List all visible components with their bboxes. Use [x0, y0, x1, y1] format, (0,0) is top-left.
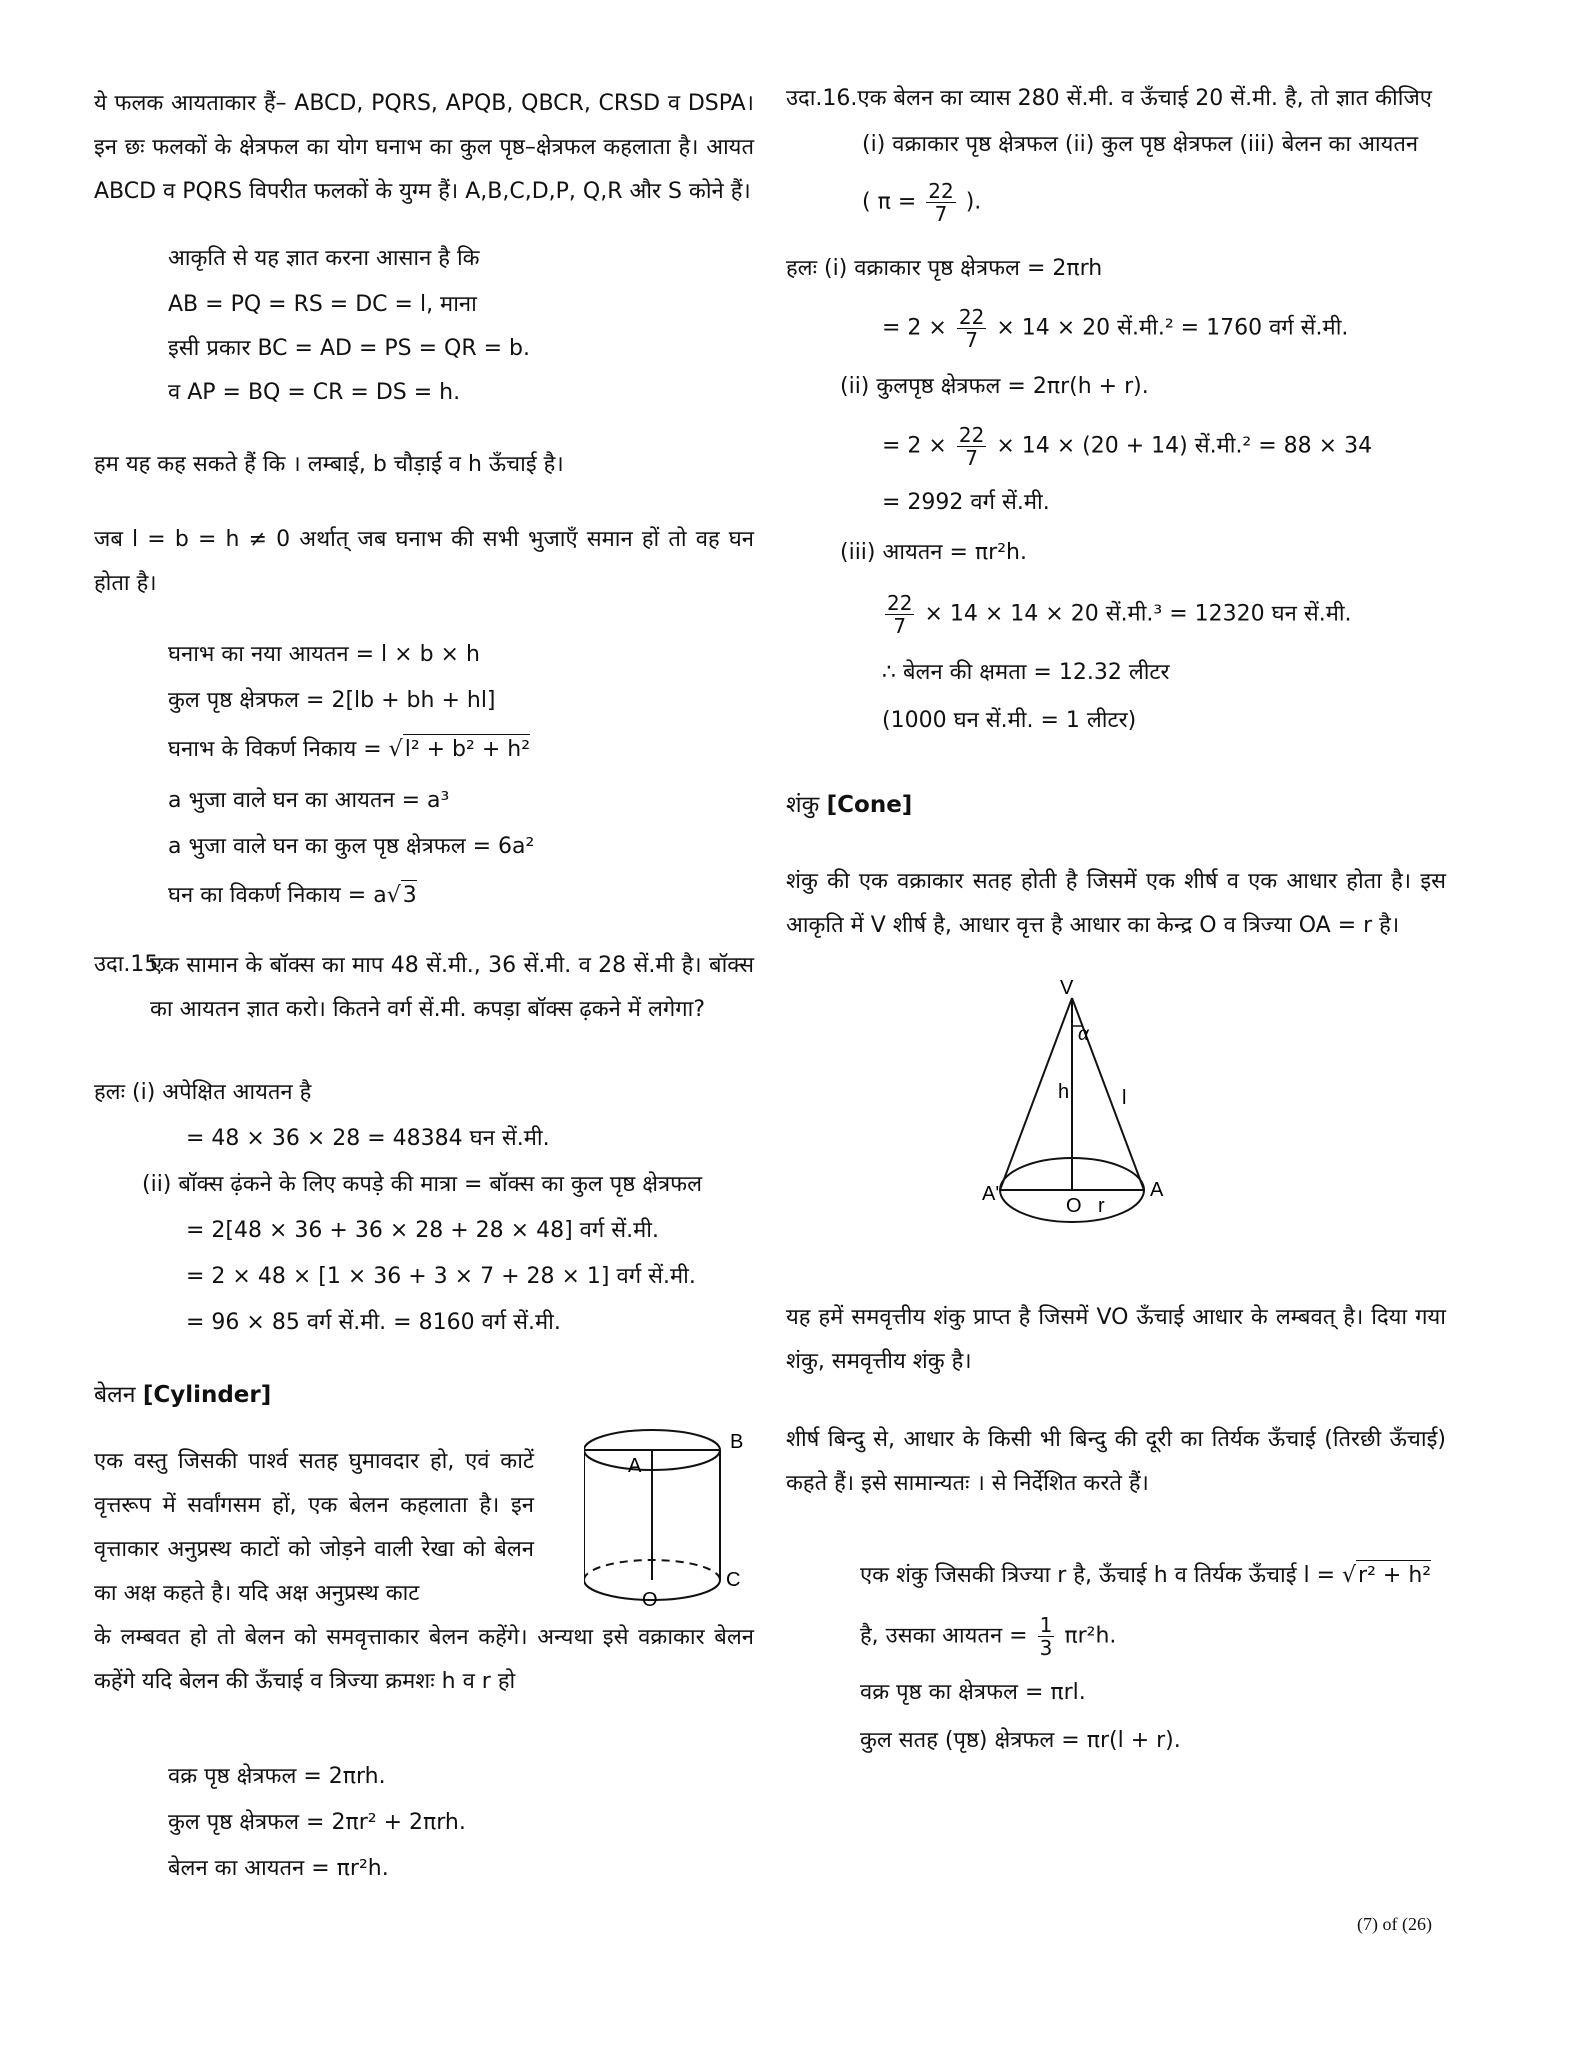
solution-15-line-6: = 96 × 85 वर्ग सें.मी. = 8160 वर्ग सें.मी.: [186, 1310, 561, 1335]
cylinder-heading: [94, 1380, 271, 1410]
solution-16-line-2-suffix: × 14 × 20 सें.मी.² = 1760 वर्ग सें.मी.: [996, 315, 1349, 341]
cylinder-label-o: O: [642, 1589, 658, 1610]
cylinder-label-c: C: [726, 1569, 741, 1591]
cylinder-label-a: A: [628, 1455, 642, 1477]
fraction-denominator: 7: [893, 614, 907, 638]
cone-label-r: r: [1098, 1195, 1105, 1217]
example-16-pi-prefix: ( π =: [862, 189, 917, 215]
example-16-pi: [862, 180, 981, 225]
cylinder-formula-2: कुल पृष्ठ क्षेत्रफल = 2πr² + 2πrh.: [168, 1810, 466, 1835]
cylinder-figure: [584, 1420, 754, 1610]
solution-16-line-2-fraction: [957, 306, 986, 351]
fraction-numerator: 22: [958, 423, 985, 447]
cone-label-o: O: [1066, 1195, 1082, 1217]
cylinder-heading-english: [Cylinder]: [142, 1382, 272, 1408]
formula-cube-diagonal-root: 3: [401, 880, 417, 911]
solution-16-line-4: [882, 424, 1372, 469]
example-16-line-1: उदा.16.एक बेलन का व्यास 280 सें.मी. व ऊँचाई 20 सें.मी. है, तो ज्ञात कीजिए: [786, 86, 1432, 111]
solution-16-line-4-prefix: = 2 ×: [882, 433, 947, 459]
fraction-numerator: 22: [958, 305, 985, 329]
cone-paragraph-2: यह हमें समवृत्तीय शंकु प्राप्त है जिसमें VO ऊँचाई आधार के लम्बवत् है। दिया गया शंकु, समवृत्तीय शंकु है।: [786, 1305, 1446, 1374]
formula-diagonal: घनाभ के विकर्ण निकाय = √l² + b² + h²: [168, 734, 530, 765]
formula-diagonal-label: घनाभ के विकर्ण निकाय =: [168, 737, 382, 762]
solution-15-line-2: = 48 × 36 × 28 = 48384 घन सें.मी.: [186, 1126, 550, 1151]
cone-label-h: h: [1058, 1081, 1070, 1103]
solution-15-line-5: = 2 × 48 × [1 × 36 + 3 × 7 + 28 × 1] वर्ग सें.मी.: [186, 1264, 696, 1289]
cone-label-v: V: [1060, 980, 1074, 999]
cone-label-a-prime: A': [982, 1183, 1000, 1205]
cone-fraction-numerator: 1: [1039, 1613, 1053, 1637]
cone-label-a: A: [1150, 1179, 1164, 1201]
example-16-pi-suffix: ).: [965, 189, 982, 215]
formula-diagonal-expr: l² + b² + h²: [403, 734, 530, 765]
cone-figure: [982, 980, 1242, 1240]
pi-numerator: 22: [928, 179, 954, 203]
solution-16-line-6: (iii) आयतन = πr²h.: [840, 540, 1027, 565]
cylinder-formula-1: वक्र पृष्ठ क्षेत्रफल = 2πrh.: [168, 1764, 386, 1789]
cone-paragraph: शंकु की एक वक्राकार सतह होती है जिसमें एक शीर्ष व एक आधार होता है। इस आकृति में V शीर्ष है, आधार वृत्त है आधार का केन्द्र O व त्रिज्या OA = r है।: [786, 869, 1446, 938]
cone-formula-2-fraction: [1038, 1614, 1055, 1659]
cylinder-paragraph: एक वस्तु जिसकी पार्श्व सतह घुमावदार हो, एवं काटें वृत्तरूप में सर्वांगसम हों, एक बेलन कहलाता है। इन वृत्ताकार अनुप्रस्थ काटों को जोड़ने वाली रेखा को बेलन का अक्ष कहते है। यदि अक्ष अनुप्रस्थ काट: [94, 1449, 534, 1606]
example-16-line-2: (i) वक्राकार पृष्ठ क्षेत्रफल (ii) कुल पृष्ठ क्षेत्रफल (iii) बेलन का आयतन: [862, 132, 1419, 157]
fraction-numerator: 22: [887, 591, 913, 615]
cone-formula-1: एक शंकु जिसकी त्रिज्या r है, ऊँचाई h व तिर्यक ऊँचाई l = √r² + h²: [860, 1560, 1431, 1591]
solution-16-line-8: ∴ बेलन की क्षमता = 12.32 लीटर: [882, 660, 1170, 685]
formula-cube-diagonal: घन का विकर्ण निकाय = a√3: [168, 880, 417, 911]
intro-paragraph: ये फलक आयताकार हैं– ABCD, PQRS, APQB, QBCR, CRSD व DSPA। इन छः फलकों के क्षेत्रफल का योग घनाभ का कुल पृष्ठ–क्षेत्रफल कहलाता है। आयत ABCD व PQRS विपरीत फलकों के युग्म हैं। A,B,C,D,P, Q,R और S कोने हैं।: [94, 91, 754, 204]
cone-heading-english: [Cone]: [826, 792, 913, 818]
page-number: (7) of (26): [1357, 1914, 1432, 1934]
cone-label-l: l: [1122, 1087, 1127, 1109]
fig-line-4: व AP = BQ = CR = DS = h.: [168, 380, 461, 405]
solution-15-line-4: = 2[48 × 36 + 36 × 28 + 28 × 48] वर्ग सें.मी.: [186, 1218, 659, 1243]
cube-condition: जब l = b = h ≠ 0 अर्थात् जब घनाभ की सभी भुजाएँ समान हों तो वह घन होता है।: [94, 527, 754, 596]
cone-formula-4: कुल सतह (पृष्ठ) क्षेत्रफल = πr(l + r).: [860, 1728, 1181, 1753]
example-16-pi-fraction: [926, 180, 955, 225]
fig-line-2: AB = PQ = RS = DC = l, माना: [168, 292, 477, 317]
cone-heading: [786, 790, 912, 820]
solution-16-line-7-fraction: [885, 592, 914, 637]
example-15-text: एक सामान के बॉक्स का माप 48 सें.मी., 36 सें.मी. व 28 सें.मी है। बॉक्स का आयतन ज्ञात करो। कितने वर्ग सें.मी. कपड़ा बॉक्स ढ़कने में लगेगा?: [150, 953, 754, 1022]
cone-heading-hindi: शंकु: [786, 792, 820, 818]
fraction-denominator: 7: [965, 328, 978, 352]
cone-formula-2: [860, 1614, 1116, 1659]
formula-cube-diagonal-label: घन का विकर्ण निकाय =: [168, 883, 367, 908]
formula-cube-volume: a भुजा वाले घन का आयतन = a³: [168, 788, 450, 813]
formula-volume: घनाभ का नया आयतन = l × b × h: [168, 642, 480, 667]
solution-16-line-1: हलः (i) वक्राकार पृष्ठ क्षेत्रफल = 2πrh: [786, 256, 1103, 281]
pi-denominator: 7: [934, 202, 948, 226]
formula-surface: कुल पृष्ठ क्षेत्रफल = 2[lb + bh + hl]: [168, 688, 496, 713]
fig-line-3: इसी प्रकार BC = AD = PS = QR = b.: [168, 336, 530, 361]
fig-line-1: आकृति से यह ज्ञात करना आसान है कि: [168, 246, 480, 271]
solution-16-line-3: (ii) कुलपृष्ठ क्षेत्रफल = 2πr(h + r).: [840, 374, 1149, 399]
solution-16-line-7-suffix: × 14 × 14 × 20 सें.मी.³ = 12320 घन सें.मी.: [924, 601, 1352, 627]
cone-formula-2-text: है, उसका आयतन =: [860, 1623, 1028, 1649]
cone-formula-2-suffix: πr²h.: [1064, 1623, 1117, 1649]
cone-formula-3: वक्र पृष्ठ का क्षेत्रफल = πrl.: [860, 1680, 1086, 1705]
solution-16-line-9: (1000 घन सें.मी. = 1 लीटर): [882, 708, 1137, 733]
solution-15-line-3: (ii) बॉक्स ढ़ंकने के लिए कपड़े की मात्रा = बॉक्स का कुल पृष्ठ क्षेत्रफल: [142, 1172, 702, 1197]
say-line: हम यह कह सकते हैं कि । लम्बाई, b चौड़ाई व h ऊँचाई है।: [94, 452, 564, 477]
cone-formula-1-root: r² + h²: [1356, 1560, 1431, 1591]
solution-16-line-7: [882, 592, 1352, 637]
formula-cube-surface: a भुजा वाले घन का कुल पृष्ठ क्षेत्रफल = 6a²: [168, 834, 535, 859]
cylinder-paragraph-2: के लम्बवत हो तो बेलन को समवृत्ताकार बेलन कहेंगे। अन्यथा इसे वक्राकार बेलन कहेंगे यदि बेलन की ऊँचाई व त्रिज्या क्रमशः h व r हो: [94, 1625, 754, 1694]
cone-formula-1-text: एक शंकु जिसकी त्रिज्या r है, ऊँचाई h व तिर्यक ऊँचाई l =: [860, 1563, 1336, 1588]
solution-16-line-5: = 2992 वर्ग सें.मी.: [882, 490, 1050, 515]
cone-label-alpha: α: [1078, 1024, 1089, 1045]
formula-cube-diagonal-a: a: [373, 883, 387, 908]
cone-fraction-denominator: 3: [1039, 1636, 1053, 1660]
example-15-label: उदा.15.: [94, 952, 166, 977]
solution-16-line-4-fraction: [957, 424, 986, 469]
solution-16-line-4-suffix: × 14 × (20 + 14) सें.मी.² = 88 × 34: [996, 433, 1373, 459]
fraction-denominator: 7: [965, 446, 978, 470]
solution-16-line-2-prefix: = 2 ×: [882, 315, 947, 341]
cylinder-heading-hindi: बेलन: [94, 1382, 136, 1408]
solution-16-line-2: [882, 306, 1348, 351]
cylinder-formula-3: बेलन का आयतन = πr²h.: [168, 1856, 389, 1881]
cone-paragraph-3: शीर्ष बिन्दु से, आधार के किसी भी बिन्दु की दूरी का तिर्यक ऊँचाई (तिरछी ऊँचाई) कहते हैं। इसे सामान्यतः । से निर्देशित करते हैं।: [786, 1427, 1446, 1496]
cylinder-label-b: B: [730, 1431, 744, 1453]
solution-15-line-1: हलः (i) अपेक्षित आयतन है: [94, 1080, 312, 1105]
